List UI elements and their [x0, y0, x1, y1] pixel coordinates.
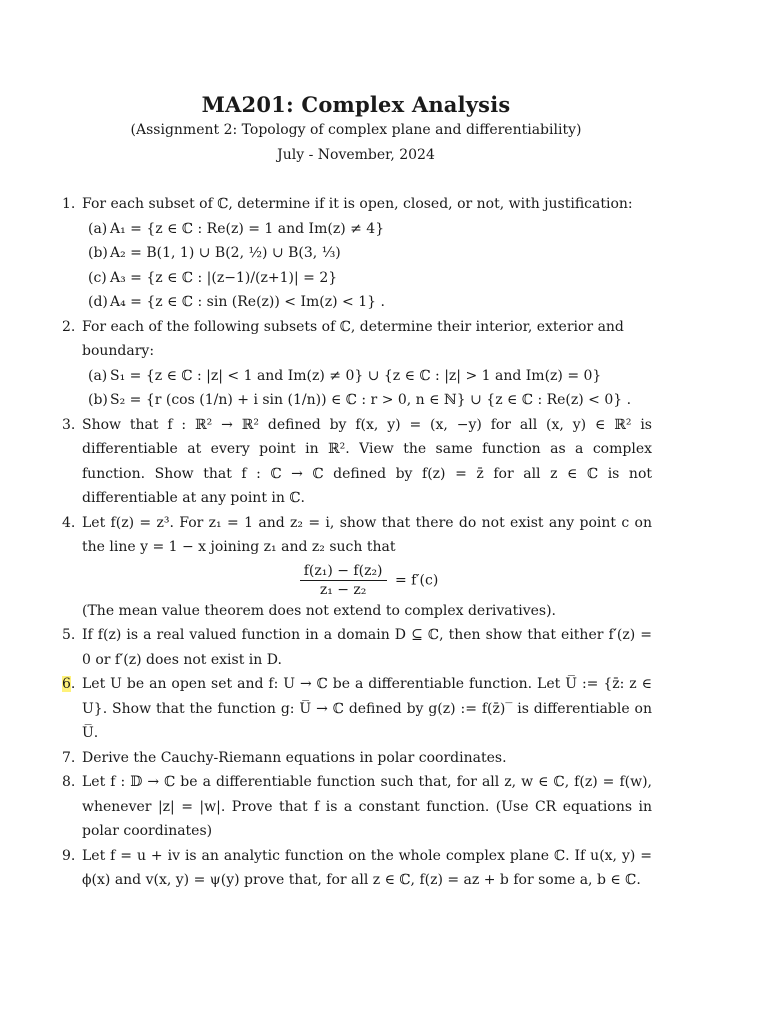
problem-text: Let f(z) = z³. For z₁ = 1 and z₂ = i, show that there do not exist any point c on the line y = 1 − x joining z₁ and z₂ such that — [82, 514, 652, 555]
formula-numerator: f(z₁) − f(z₂) — [300, 562, 387, 581]
document-date: July - November, 2024 — [277, 147, 435, 163]
formula-rhs: = f′(c) — [394, 572, 439, 588]
problem-1 — [62, 192, 652, 315]
subpart-label: (c) — [88, 269, 107, 286]
subpart-text: S₂ = {r (cos (1/n) + i sin (1/n)) ∈ ℂ : r > 0, n ∈ ℕ} ∪ {z ∈ ℂ : Re(z) < 0} . — [110, 392, 632, 408]
problem-number: 4. — [62, 514, 76, 531]
problem-text: If f(z) is a real valued function in a domain D ⊆ ℂ, then show that either f′(z) = 0 or f′(z) does not exist in D. — [82, 627, 652, 668]
mean-value-formula — [82, 562, 652, 599]
problem-number: 5. — [62, 627, 76, 643]
subpart-text: A₂ = B(1, 1) ∪ B(2, ½) ∪ B(3, ⅓) — [110, 245, 341, 261]
subpart-text: A₄ = {z ∈ ℂ : sin (Re(z)) < Im(z) < 1} . — [110, 294, 385, 310]
formula-denominator: z₁ − z₂ — [319, 581, 367, 598]
formula-fraction — [300, 562, 387, 599]
subpart-a — [82, 364, 652, 389]
subpart-text: A₃ = {z ∈ ℂ : |(z−1)/(z+1)| = 2} — [110, 269, 338, 286]
problem-8 — [62, 770, 652, 844]
problem-number: 3. — [62, 416, 76, 433]
problem-number-highlighted: 6. — [62, 676, 76, 692]
problem-text: Let f = u + iv is an analytic function on the whole complex plane ℂ. If u(x, y) = ϕ(x) and v(x, y) = ψ(y) prove that, for all z ∈ ℂ, f(z) = az + b for some a, b ∈ ℂ. — [82, 847, 652, 888]
subpart-d — [82, 290, 652, 315]
problem-text: Let U be an open set and f: U → ℂ be a differentiable function. Let U̅ := {z̄: z ∈ U}. Show that the function g: U̅ → ℂ defined by g(z) := f(z̄)‾ is differentiable on U̅. — [82, 676, 652, 741]
problem-number: 2. — [62, 318, 76, 335]
subpart-label: (d) — [88, 294, 108, 310]
subpart-c — [82, 266, 652, 291]
problem-note: (The mean value theorem does not extend to complex derivatives). — [82, 602, 557, 619]
problem-4 — [62, 511, 652, 624]
document-subtitle: (Assignment 2: Topology of complex plane and differentiability) — [130, 122, 582, 138]
subpart-text: S₁ = {z ∈ ℂ : |z| < 1 and Im(z) ≠ 0} ∪ {z ∈ ℂ : |z| > 1 and Im(z) = 0} — [110, 367, 602, 384]
highlight-mark: 6 — [62, 676, 71, 692]
problem-text: For each subset of ℂ, determine if it is open, closed, or not, with justification: — [82, 196, 633, 212]
problem-number: 1. — [62, 196, 76, 212]
subpart-b — [82, 241, 652, 266]
problem-5 — [62, 623, 652, 672]
problem-text: For each of the following subsets of ℂ, determine their interior, exterior and boundary: — [82, 318, 624, 359]
problem-number: 9. — [62, 847, 76, 864]
problem-text: Derive the Cauchy-Riemann equations in polar coordinates. — [82, 749, 507, 766]
subpart-a — [82, 217, 652, 242]
problem-7 — [62, 746, 652, 771]
problem-list — [62, 192, 652, 893]
problem-9 — [62, 844, 652, 893]
subpart-b — [82, 388, 652, 413]
problem-3 — [62, 413, 652, 511]
subpart-text: A₁ = {z ∈ ℂ : Re(z) = 1 and Im(z) ≠ 4} — [110, 220, 385, 237]
subpart-label: (a) — [88, 367, 108, 384]
document-title: MA201: Complex Analysis — [201, 92, 511, 117]
problem-text: Show that f : ℝ² → ℝ² defined by f(x, y) = (x, −y) for all (x, y) ∈ ℝ² is differentiable at every point in ℝ². View the same function as a complex function. Show that f : ℂ → ℂ defined by f(z) = z̄ for all z ∈ ℂ is not differentiable at any point in ℂ. — [82, 416, 652, 506]
subpart-label: (a) — [88, 220, 108, 237]
problem-6 — [62, 672, 652, 746]
problem-text: Let f : 𝔻 → ℂ be a differentiable function such that, for all z, w ∈ ℂ, f(z) = f(w), whenever |z| = |w|. Prove that f is a constant function. (Use CR equations in polar coordinates) — [82, 774, 652, 839]
problem-number: 8. — [62, 774, 76, 790]
problem-2 — [62, 315, 652, 413]
problem-number: 7. — [62, 749, 76, 766]
subpart-label: (b) — [88, 392, 108, 408]
subpart-label: (b) — [88, 245, 108, 261]
